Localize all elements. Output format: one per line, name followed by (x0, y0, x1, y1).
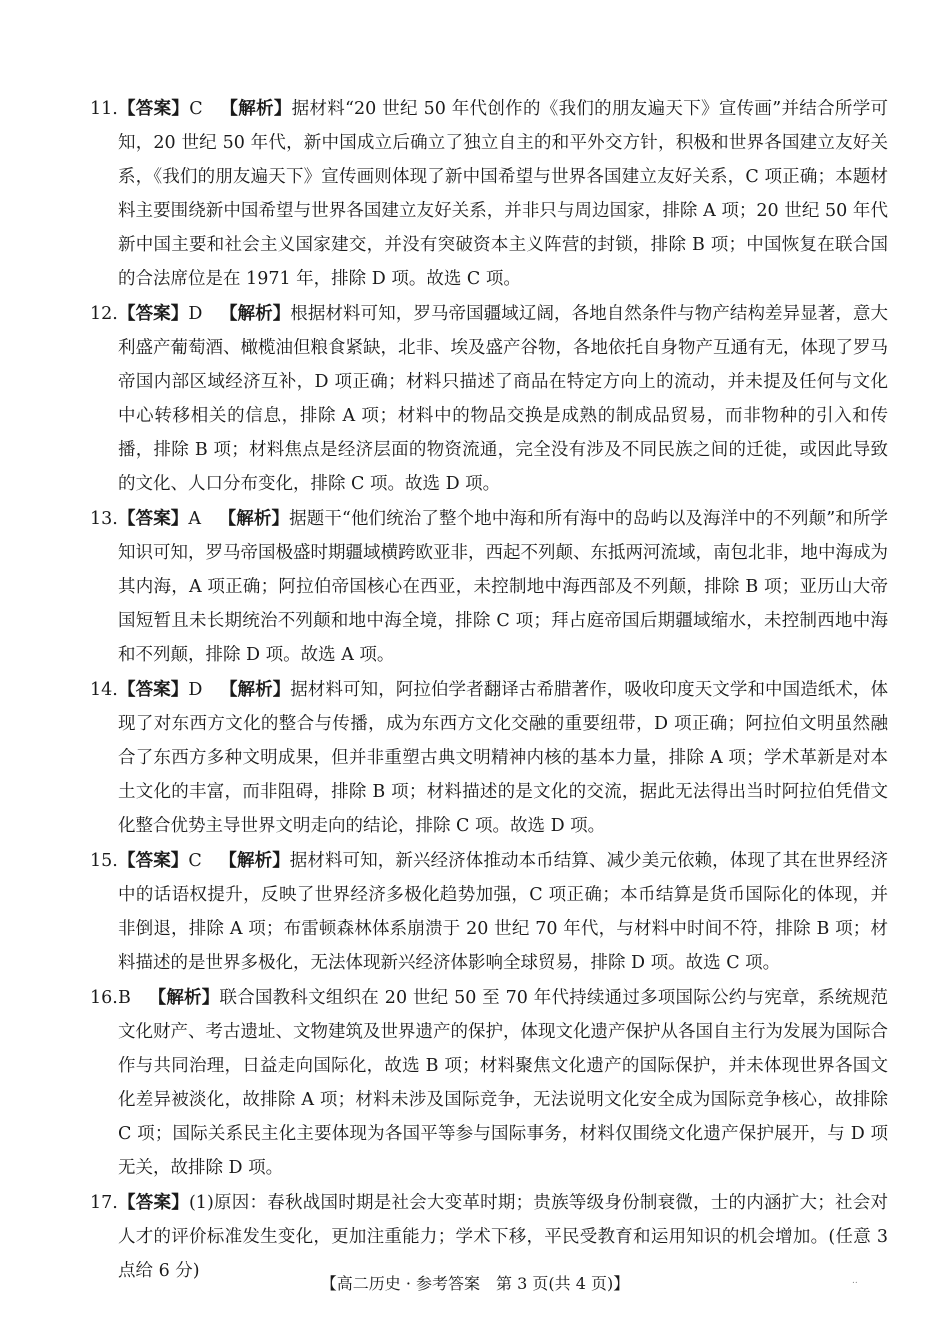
item-number: 12. (90, 304, 118, 324)
analysis-text: 据材料可知，阿拉伯学者翻译古希腊著作，吸收印度天文学和中国造纸术，体现了对东西方文化的整合与传播，成为东西方文化交融的重要纽带，D 项正确；阿拉伯文明虽然融合了东西方多种文明成果，但并非重塑古典文明精神内核的基本力量，排除 A 项；学术革新是对本土文化的丰富，而非阻碍，排除 B 项；材料描述的是文化的交流，据此无法得出当时阿拉伯凭借文化整合优势主导世界文明走向的结论，排除 C 项。故选 D 项。 (118, 680, 889, 836)
answer-letter: B (118, 988, 131, 1008)
answer-tag: 【答案】 (118, 509, 189, 529)
item-number: 13. (90, 509, 118, 529)
answer-item-13 (90, 502, 888, 672)
answer-item-11 (90, 92, 888, 296)
answer-letter: C (188, 851, 202, 871)
analysis-tag: 【解析】 (219, 851, 290, 871)
analysis-tag: 【解析】 (220, 99, 292, 119)
item-number: 16. (90, 988, 118, 1008)
page-footer: 【高二历史 · 参考答案 第 3 页(共 4 页)】 (320, 1274, 630, 1293)
answer-tag: 【答案】 (118, 304, 189, 324)
answer-list (90, 92, 888, 1289)
analysis-tag: 【解析】 (218, 509, 290, 529)
analysis-text: 据材料可知，新兴经济体推动本币结算、减少美元依赖，体现了其在世界经济中的话语权提升，反映了世界经济多极化趋势加强，C 项正确；本币结算是货币国际化的体现，并非倒退，排除 A 项；布雷顿森林体系崩溃于 20 世纪 70 年代，与材料中时间不符，排除 B 项；材料描述的是世界多极化，无法体现新兴经济体影响全球贸易，排除 D 项。故选 C 项。 (118, 851, 889, 973)
analysis-text: 据材料“20 世纪 50 年代创作的《我们的朋友遍天下》宣传画”并结合所学可知，20 世纪 50 年代，新中国成立后确立了独立自主的和平外交方针，积极和世界各国建立友好关系，《我们的朋友遍天下》宣传画则体现了新中国希望与世界各国建立友好关系，C 项正确；本题材料主要围绕新中国希望与世界各国建立友好关系，并非只与周边国家，排除 A 项；20 世纪 50 年代新中国主要和社会主义国家建交，并没有突破资本主义阵营的封锁，排除 B 项；中国恢复在联合国的合法席位是在 1971 年，排除 D 项。故选 C 项。 (118, 99, 888, 289)
analysis-tag: 【解析】 (148, 988, 220, 1008)
corner-mark: .. (852, 1276, 858, 1286)
answer-tag: 【答案】 (118, 99, 190, 119)
item-number: 14. (90, 680, 118, 700)
analysis-text: 根据材料可知，罗马帝国疆域辽阔，各地自然条件与物产结构差异显著，意大利盛产葡萄酒、橄榄油但粮食紧缺，北非、埃及盛产谷物，各地依托自身物产互通有无，体现了罗马帝国内部区域经济互补，D 项正确；材料只描述了商品在特定方向上的流动，并未提及任何与文化中心转移相关的信息，排除 A 项；材料中的物品交换是成熟的制成品贸易，而非物种的引入和传播，排除 B 项；材料焦点是经济层面的物资流通，完全没有涉及不同民族之间的迁徙，或因此导致的文化、人口分布变化，排除 C 项。故选 D 项。 (118, 304, 889, 494)
answer-letter: C (189, 99, 203, 119)
answer-tag: 【答案】 (118, 1193, 189, 1213)
answer-item-12 (90, 297, 888, 501)
analysis-tag: 【解析】 (219, 304, 291, 324)
analysis-text: 联合国教科文组织在 20 世纪 50 至 70 年代持续通过多项国际公约与宪章，系统规范文化财产、考古遗址、文物建筑及世界遗产的保护，体现文化遗产保护从各国自主行为发展为国际合作与共同治理，日益走向国际化，故选 B 项；材料聚焦文化遗产的国际保护，并未体现世界各国文化差异被淡化，故排除 A 项；材料未涉及国际竞争，无法说明文化安全成为国际竞争核心，故排除 C 项；国际关系民主化主要体现为各国平等参与国际事务，材料仅围绕文化遗产保护展开，与 D 项无关，故排除 D 项。 (118, 988, 888, 1178)
item-number: 15. (90, 851, 118, 871)
answer-item-16 (90, 981, 888, 1185)
answer-tag: 【答案】 (118, 680, 189, 700)
answer-item-15 (90, 844, 888, 980)
answer-letter: D (188, 304, 203, 324)
analysis-tag: 【解析】 (219, 680, 291, 700)
answer-tag: 【答案】 (118, 851, 189, 871)
answer-letter: A (188, 509, 202, 529)
analysis-text: 据题干“他们统治了整个地中海和所有海中的岛屿以及海洋中的不列颠”和所学知识可知，罗马帝国极盛时期疆域横跨欧亚非，西起不列颠、东抵两河流域，南包北非，地中海成为其内海，A 项正确；阿拉伯帝国核心在西亚，未控制地中海西部及不列颠，排除 B 项；亚历山大帝国短暂且未长期统治不列颠和地中海全境，排除 C 项；拜占庭帝国后期疆域缩水，未控制西地中海和不列颠，排除 D 项。故选 A 项。 (118, 509, 889, 665)
analysis-text: (1)原因：春秋战国时期是社会大变革时期；贵族等级身份制衰微，士的内涵扩大；社会对人才的评价标准发生变化，更加注重能力；学术下移，平民受教育和运用知识的机会增加。(任意 3 点给 6 分) (118, 1193, 889, 1281)
item-number: 11. (90, 99, 118, 119)
answer-item-14 (90, 673, 888, 843)
answer-letter: D (188, 680, 203, 700)
item-number: 17. (90, 1193, 118, 1213)
